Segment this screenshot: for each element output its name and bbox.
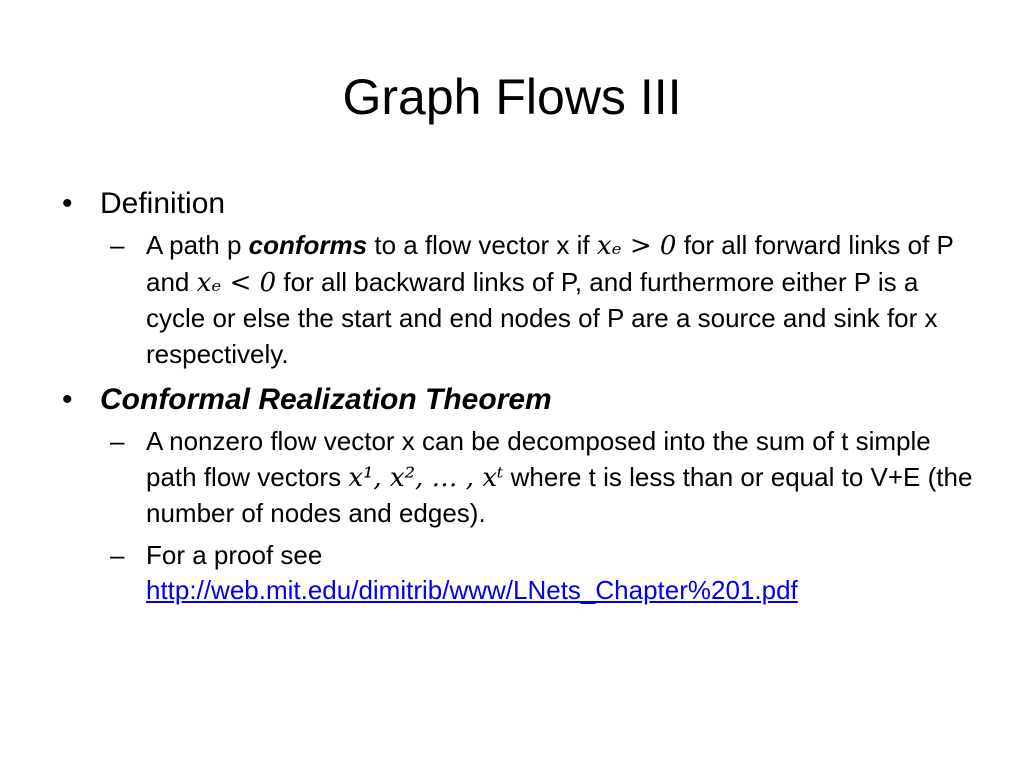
bullet-definition	[56, 182, 976, 226]
definition-text-3: for all forward links of P and	[146, 230, 954, 297]
dash-icon: –	[110, 539, 125, 570]
definition-text-1: A path p	[146, 230, 249, 260]
theorem-text-1: A nonzero flow vector x can be decomposed into the sum of t simple path flow vectors	[146, 426, 931, 492]
bullet-theorem	[56, 378, 976, 422]
bullet-icon: •	[62, 187, 73, 220]
dash-icon: –	[110, 426, 125, 456]
definition-label: Definition	[100, 187, 226, 220]
definition-text-4: for all backward links of P, and furthermore either P is a cycle or else the start and end nodes of P are a source and sink for x respectively.	[146, 266, 938, 369]
theorem-text-2: where t is less than or equal to V+E (the number of nodes and edges).	[146, 461, 973, 528]
proof-link[interactable]: http://web.mit.edu/dimitrib/www/LNets_Chapter%201.pdf	[146, 575, 798, 605]
slide-title: Graph Flows III	[342, 69, 682, 125]
math-xe-negative: xₑ < 0	[196, 267, 277, 298]
sub-bullet-conforms-definition	[100, 228, 976, 372]
dash-icon: –	[110, 230, 125, 260]
slide-body	[56, 182, 976, 615]
conforms-term: conforms	[248, 230, 368, 260]
sub-bullet-decomposition	[100, 424, 976, 532]
proof-text: For a proof see	[146, 539, 323, 570]
bullet-icon: •	[62, 383, 73, 416]
math-xe-positive: xₑ > 0	[596, 231, 677, 261]
definition-text-2: to a flow vector x if	[367, 230, 597, 260]
theorem-label: Conformal Realization Theorem	[100, 383, 552, 416]
math-path-vectors: x¹, x², … , xᵗ	[348, 462, 504, 493]
sub-bullet-proof	[100, 538, 976, 609]
